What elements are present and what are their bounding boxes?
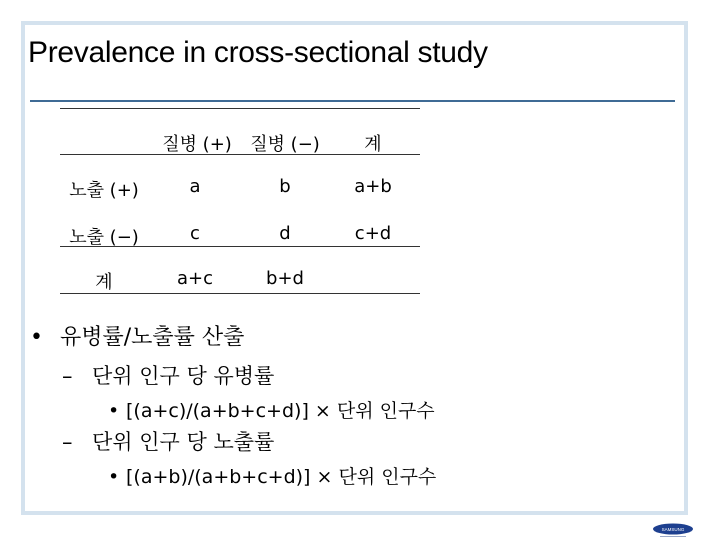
cell-a-plus-c: a+c (176, 268, 214, 289)
bullet-marker: • (30, 325, 43, 350)
sub-bullet-text: 단위 인구 당 노출률 (92, 430, 275, 454)
bullet-marker: • (108, 400, 120, 422)
header-disease-positive: 질병 (+) (162, 134, 232, 155)
table-bottom-rule (60, 293, 420, 294)
formula-item (108, 396, 435, 423)
cell-d: d (279, 223, 291, 244)
cell-a-plus-b: a+b (354, 176, 392, 197)
title-divider (30, 100, 675, 102)
formula-text: [(a+c)/(a+b+c+d)] × 단위 인구수 (126, 400, 435, 422)
table-top-rule (60, 108, 420, 109)
dash-marker: – (62, 364, 73, 388)
row-label-total: 계 (95, 272, 113, 293)
bullet-marker: • (108, 466, 120, 488)
sub-bullet-text: 단위 인구 당 유병률 (92, 364, 275, 388)
bullet-item-text: 유병률/노출률 산출 (60, 325, 245, 350)
sub-bullet-item (62, 360, 274, 390)
cell-a: a (189, 176, 201, 197)
cell-b: b (279, 176, 291, 197)
formula-item (108, 462, 436, 489)
cell-c: c (190, 223, 200, 244)
sub-bullet-item (62, 426, 274, 456)
logo-wordmark: SAMSUNG (661, 526, 685, 532)
bullet-item (30, 320, 244, 351)
cell-c-plus-d: c+d (354, 223, 392, 244)
dash-marker: – (62, 430, 73, 454)
formula-text: [(a+b)/(a+b+c+d)] × 단위 인구수 (126, 466, 437, 488)
header-disease-negative: 질병 (−) (250, 134, 320, 155)
cell-b-plus-d: b+d (266, 268, 304, 289)
row-label-exposure-negative: 노출 (−) (69, 227, 139, 248)
row-label-exposure-positive: 노출 (+) (69, 180, 139, 201)
header-total: 계 (364, 134, 382, 155)
slide-title: Prevalence in cross-sectional study (28, 36, 488, 69)
samsung-logo (650, 522, 696, 540)
